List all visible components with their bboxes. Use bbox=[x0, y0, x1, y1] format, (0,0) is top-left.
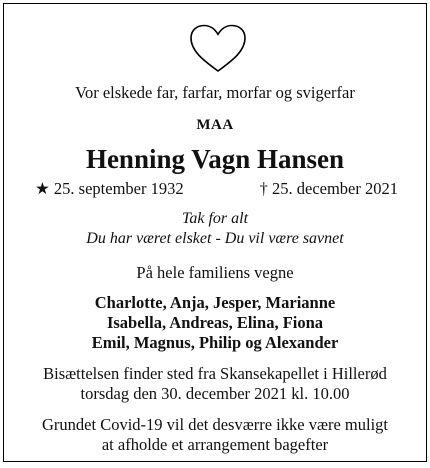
family-names-line-2: Isabella, Andreas, Elina, Fiona bbox=[106, 313, 324, 332]
family-intro: På hele familiens vegne bbox=[136, 263, 294, 282]
tribute-line-2: Du har været elsket - Du vil være savnet bbox=[86, 230, 344, 247]
family-names-line-3: Emil, Magnus, Philip og Alexander bbox=[91, 333, 339, 352]
nickname: MAA bbox=[196, 117, 234, 133]
heart-icon bbox=[189, 24, 247, 74]
funeral-line-2: torsdag den 30. december 2021 kl. 10.00 bbox=[80, 384, 350, 403]
death-date: † 25. december 2021 bbox=[259, 179, 398, 198]
birth-date: ★ 25. september 1932 bbox=[35, 179, 184, 198]
obituary-notice bbox=[3, 3, 427, 462]
intro-text: Vor elskede far, farfar, morfar og svigerfar bbox=[75, 83, 355, 102]
deceased-name: Henning Vagn Hansen bbox=[85, 144, 345, 174]
covid-note-line-2: at afholde et arrangement bagefter bbox=[101, 435, 329, 454]
tribute-line-1: Tak for alt bbox=[181, 210, 249, 227]
family-names-line-1: Charlotte, Anja, Jesper, Marianne bbox=[94, 293, 336, 312]
covid-note-line-1: Grundet Covid-19 vil det desværre ikke være muligt bbox=[42, 415, 388, 434]
funeral-line-1: Bisættelsen finder sted fra Skansekapellet i Hillerød bbox=[43, 364, 387, 383]
